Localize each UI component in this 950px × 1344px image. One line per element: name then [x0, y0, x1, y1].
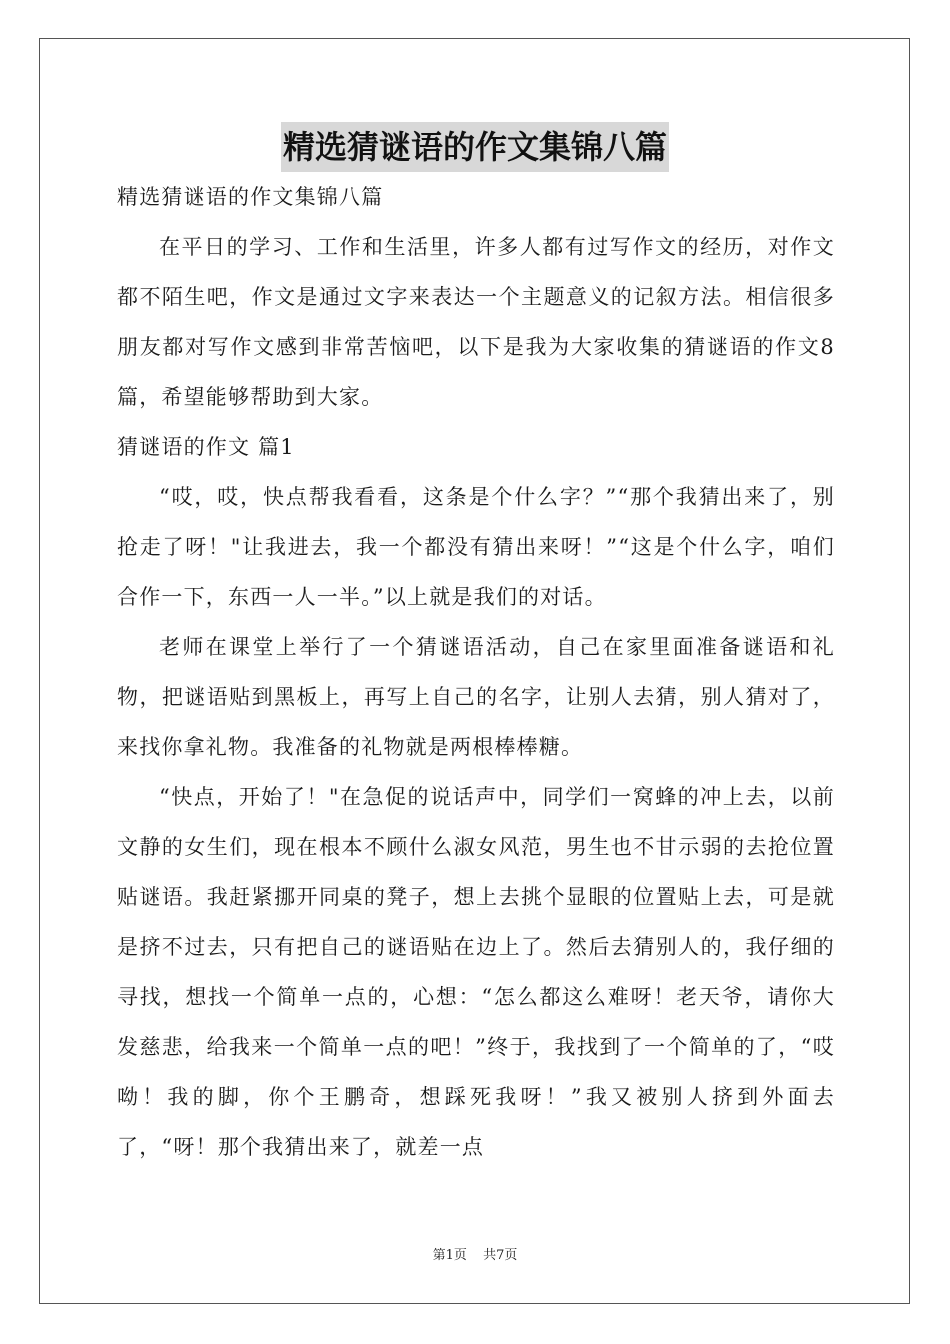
body-paragraph-3: “快点，开始了！"在急促的说话声中，同学们一窝蜂的冲上去，以前文静的女生们，现在根本不顾什么淑女风范，男生也不甘示弱的去抢位置贴谜语。我赶紧挪开同桌的凳子，想上去挑个显眼的位置贴上去，可是就是挤不过去，只有把自己的谜语贴在边上了。然后去猜别人的，我仔细的寻找，想找一个简单一点的，心想：“怎么都这么难呀！老天爷，请你大发慈悲，给我来一个简单一点的吧！”终于，我找到了一个简单的了，“哎呦！我的脚，你个王鹏奇，想踩死我呀！”我又被别人挤到外面去了，“呀！那个我猜出来了，就差一点 [117, 785, 835, 1159]
body-paragraph-1: “哎，哎，快点帮我看看，这条是个什么字？”“那个我猜出来了，别抢走了呀！"让我进去，我一个都没有猜出来呀！”“这是个什么字，咱们合作一下，东西一人一半。”以上就是我们的对话。 [117, 485, 835, 609]
title-container [0, 122, 950, 172]
page-number-total: 共7页 [483, 1248, 518, 1263]
document-subtitle: 精选猜谜语的作文集锦八篇 [117, 185, 384, 209]
page-number-current: 第1页 [432, 1248, 467, 1263]
section-heading: 猜谜语的作文 篇1 [117, 435, 295, 459]
document-body [117, 172, 835, 1172]
body-paragraph-2: 老师在课堂上举行了一个猜谜语活动，自己在家里面准备谜语和礼物，把谜语贴到黑板上，再写上自己的名字，让别人去猜，别人猜对了，来找你拿礼物。我准备的礼物就是两根棒棒糖。 [117, 635, 835, 759]
document-title: 精选猜谜语的作文集锦八篇 [281, 122, 669, 172]
intro-paragraph: 在平日的学习、工作和生活里，许多人都有过写作文的经历，对作文都不陌生吧，作文是通过文字来表达一个主题意义的记叙方法。相信很多朋友都对写作文感到非常苦恼吧，以下是我为大家收集的猜谜语的作文8篇，希望能够帮助到大家。 [117, 235, 835, 409]
page-footer [0, 1244, 950, 1263]
